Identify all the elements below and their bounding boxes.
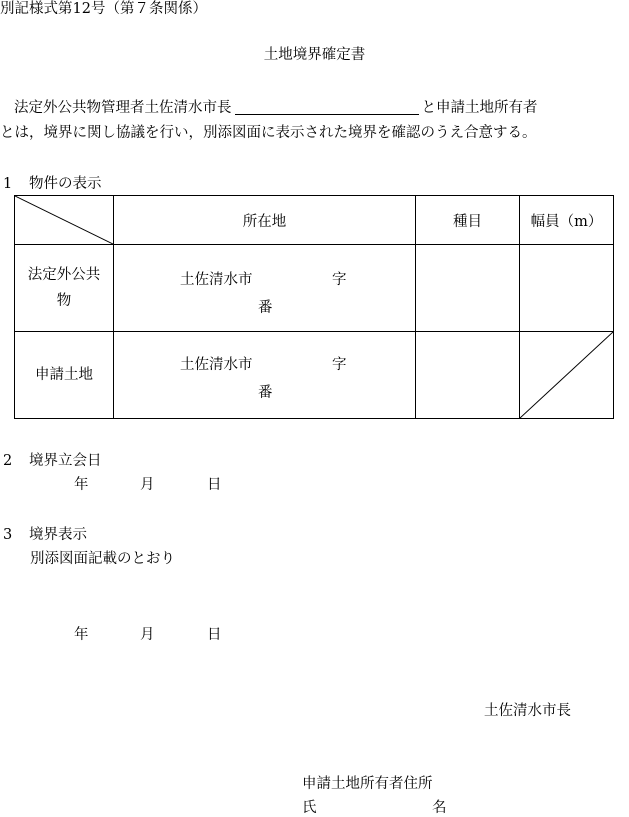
property-table — [14, 195, 614, 419]
location-aza: 字 — [332, 272, 347, 288]
table-header-row — [15, 196, 614, 245]
signing-date — [0, 628, 629, 646]
header-width: 幅員（m） — [520, 196, 614, 245]
header-type: 種目 — [416, 196, 520, 245]
section-3-text: 別添図面記載のとおり — [30, 551, 175, 567]
section-3-number: 3 — [3, 527, 13, 543]
applicant-address-label: 申請土地所有者住所 — [302, 776, 433, 792]
location-city: 土佐清水市 — [180, 272, 253, 288]
row-label-line-2: 物 — [56, 293, 72, 309]
width-cell-crossed — [520, 332, 614, 419]
header-location: 所在地 — [114, 196, 416, 245]
meeting-date-month: 月 — [140, 477, 155, 493]
applicant-name-label-2: 名 — [432, 800, 447, 816]
intro-line-1 — [14, 100, 538, 115]
location-cell — [114, 245, 416, 332]
signing-date-month: 月 — [140, 627, 155, 643]
form-number: 別記様式第12号（第７条関係） — [0, 1, 207, 17]
location-city: 土佐清水市 — [180, 357, 253, 373]
intro-suffix: と申請土地所有者 — [421, 99, 538, 116]
diagonal-corner-cell — [15, 196, 114, 245]
row-label-line-1: 法定外公共 — [27, 267, 101, 283]
row-label-public-property — [15, 245, 114, 332]
location-cell — [114, 332, 416, 419]
table-row — [15, 245, 614, 332]
section-2-heading — [3, 454, 102, 469]
width-cell — [520, 245, 614, 332]
meeting-date-day: 日 — [207, 477, 222, 493]
type-cell — [416, 245, 520, 332]
meeting-date-year: 年 — [74, 477, 89, 493]
section-2-number: 2 — [3, 453, 13, 469]
signing-date-day: 日 — [207, 627, 222, 643]
type-cell — [416, 332, 520, 419]
row-label-applicant-land: 申請土地 — [15, 332, 114, 419]
table-row — [15, 332, 614, 419]
applicant-name-label-1: 氏 — [302, 800, 317, 816]
section-3-heading — [3, 528, 87, 543]
section-1-number: 1 — [3, 176, 13, 192]
location-aza: 字 — [332, 357, 347, 373]
signing-date-year: 年 — [74, 627, 89, 643]
mayor-signature-label: 土佐清水市長 — [484, 703, 571, 719]
section-1-heading — [3, 177, 102, 192]
section-2-title: 境界立会日 — [29, 453, 102, 469]
location-ban: 番 — [258, 300, 273, 316]
location-ban: 番 — [258, 385, 273, 401]
section-1-title: 物件の表示 — [29, 176, 102, 192]
meeting-date — [0, 478, 629, 496]
mayor-name-blank — [235, 100, 419, 115]
section-3-title: 境界表示 — [29, 527, 87, 543]
intro-prefix: 法定外公共物管理者土佐清水市長 — [14, 99, 232, 116]
intro-line-2: とは，境界に関し協議を行い，別添図面に表示された境界を確認のうえ合意する。 — [0, 125, 537, 141]
document-title: 土地境界確定書 — [263, 47, 366, 63]
